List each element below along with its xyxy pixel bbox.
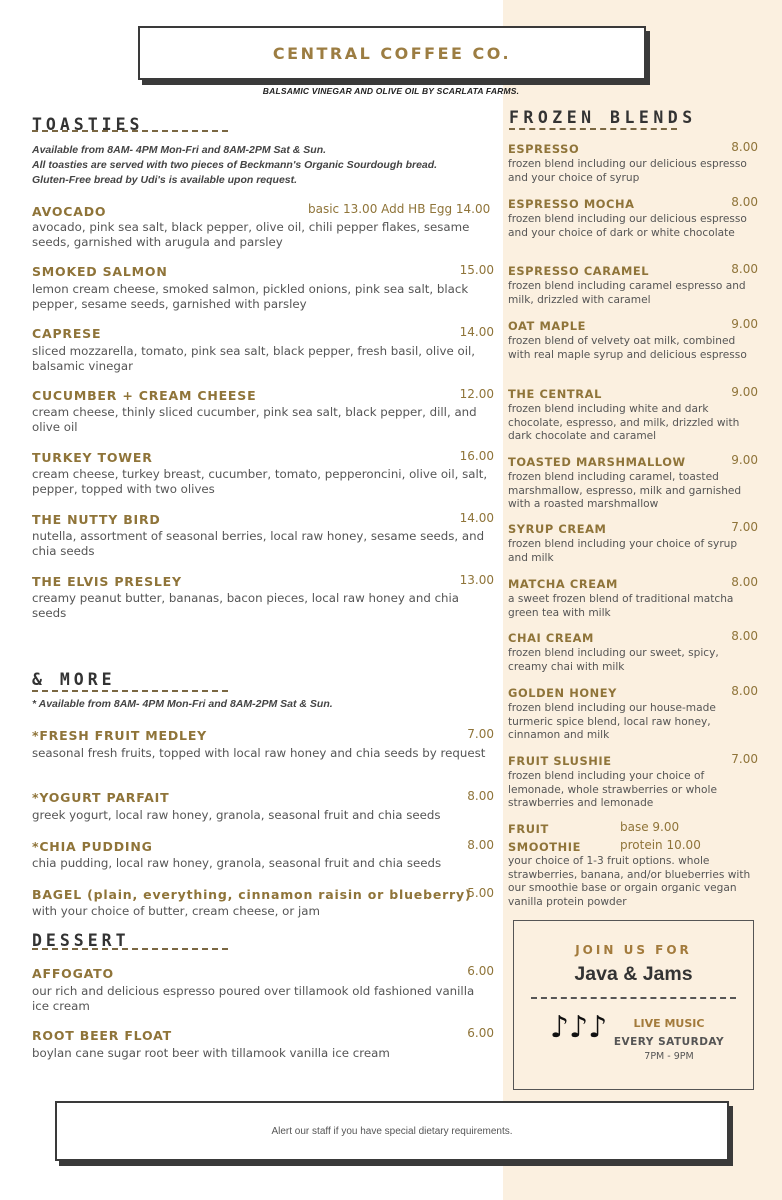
toasties-heading: TOASTIES [32, 115, 144, 134]
item-desc-yogurt-parfait: greek yogurt, local raw honey, granola, seasonal fruit and chia seeds [32, 808, 441, 822]
item-price-yogurt-parfait: 8.00 [467, 789, 494, 803]
toasties-note-3: Gluten-Free bread by Udi's is available upon request. [32, 174, 298, 186]
java-and-jams-promo [513, 920, 754, 1090]
item-desc-elvis-presley: creamy peanut butter, bananas, bacon pieces, local raw honey and chia seeds [32, 591, 460, 620]
item-desc-cucumber-cream-cheese: cream cheese, thinly sliced cucumber, pink sea salt, black pepper, dill, and olive oil [32, 405, 477, 434]
frozen-name-toasted-marshmallow: TOASTED MARSHMALLOW [508, 455, 686, 469]
tagline: BALSAMIC VINEGAR AND OLIVE OIL BY SCARLATA FARMS. [262, 86, 520, 96]
frozen-desc-chai-cream: frozen blend including our sweet, spicy, creamy chai with milk [508, 647, 719, 673]
frozen-desc-the-central: frozen blend including white and dark chocolate, espresso, and milk, drizzled with dark chocolate and caramel [508, 403, 740, 442]
frozen-price-oat-maple: 9.00 [731, 317, 758, 331]
item-desc-nutty-bird: nutella, assortment of seasonal berries, local raw honey, sesame seeds, and chia seeds [32, 529, 485, 558]
item-price-root-beer-float: 6.00 [467, 1026, 494, 1040]
item-price-cucumber-cream-cheese: 12.00 [459, 387, 494, 401]
frozen-price-espresso-caramel: 8.00 [731, 262, 758, 276]
promo-live-music: LIVE MUSIC [633, 1017, 705, 1030]
frozen-price-espresso-mocha: 8.00 [731, 195, 758, 209]
frozen-desc-espresso: frozen blend including our delicious espresso and your choice of syrup [508, 158, 747, 184]
frozen-desc-golden-honey: frozen blend including our house-made turmeric spice blend, local raw honey, cinnamon and milk [508, 702, 716, 741]
footer-dietary-note: Alert our staff if you have special dietary requirements. [271, 1125, 513, 1137]
item-name-yogurt-parfait: *YOGURT PARFAIT [32, 790, 170, 805]
frozen-desc-espresso-mocha: frozen blend including our delicious espresso and your choice of dark or white chocolate [508, 213, 747, 239]
frozen-desc-toasted-marshmallow: frozen blend including caramel, toasted marshmallow, espresso, milk and garnished with a roasted marshmallow [508, 471, 742, 510]
frozen-name-fruit-slushie: FRUIT SLUSHIE [508, 754, 612, 768]
item-name-affogato: AFFOGATO [32, 966, 114, 981]
footer-box [55, 1101, 729, 1161]
item-desc-fruit-medley: seasonal fresh fruits, topped with local raw honey and chia seeds by request [32, 746, 486, 760]
item-desc-bagel: with your choice of butter, cream cheese, or jam [32, 904, 320, 918]
frozen-desc-syrup-cream: frozen blend including your choice of syrup and milk [508, 538, 738, 564]
item-name-avocado: AVOCADO [32, 204, 107, 219]
frozen-name-espresso-mocha: ESPRESSO MOCHA [508, 197, 635, 211]
frozen-desc-matcha-cream: a sweet frozen blend of traditional matcha green tea with milk [508, 593, 734, 619]
item-desc-root-beer-float: boylan cane sugar root beer with tillamook vanilla ice cream [32, 1046, 390, 1060]
item-price-avocado: basic 13.00 Add HB Egg 14.00 [308, 202, 491, 216]
frozen-name-golden-honey: GOLDEN HONEY [508, 686, 618, 700]
frozen-price-chai-cream: 8.00 [731, 629, 758, 643]
frozen-price-smoothie-protein: protein 10.00 [620, 838, 701, 852]
item-name-elvis-presley: THE ELVIS PRESLEY [32, 574, 182, 589]
item-price-affogato: 6.00 [467, 964, 494, 978]
frozen-desc-oat-maple: frozen blend of velvety oat milk, combined with real maple syrup and delicious espresso [508, 335, 747, 361]
frozen-name-espresso-caramel: ESPRESSO CARAMEL [508, 264, 650, 278]
frozen-name-syrup-cream: SYRUP CREAM [508, 522, 607, 536]
item-name-caprese: CAPRESE [32, 326, 102, 341]
frozen-desc-fruit-slushie: frozen blend including your choice of lemonade, whole strawberries or whole strawberries and lemonade [508, 770, 717, 809]
frozen-name-fruit-smoothie-line2: SMOOTHIE [508, 840, 582, 854]
frozen-blends-heading: FROZEN BLENDS [509, 108, 697, 127]
header-box [138, 26, 646, 80]
item-desc-caprese: sliced mozzarella, tomato, pink sea salt, black pepper, fresh basil, olive oil, balsamic vinegar [32, 344, 475, 373]
item-name-root-beer-float: ROOT BEER FLOAT [32, 1028, 172, 1043]
dessert-heading: DESSERT [32, 931, 130, 950]
item-desc-chia-pudding: chia pudding, local raw honey, granola, seasonal fruit and chia seeds [32, 856, 442, 870]
frozen-price-matcha-cream: 8.00 [731, 575, 758, 589]
item-name-cucumber-cream-cheese: CUCUMBER + CREAM CHEESE [32, 388, 257, 403]
frozen-desc-fruit-smoothie: your choice of 1-3 fruit options. whole strawberries, banana, and/or blueberries with our smoothie base or orgain organic vegan vanilla protein powder [508, 855, 751, 908]
more-heading: & MORE [32, 670, 116, 689]
toasties-note-1: Available from 8AM- 4PM Mon-Fri and 8AM-2PM Sat & Sun. [32, 144, 327, 156]
frozen-name-espresso: ESPRESSO [508, 142, 580, 156]
frozen-price-fruit-slushie: 7.00 [731, 752, 758, 766]
frozen-blends-divider [509, 128, 677, 130]
item-desc-avocado: avocado, pink sea salt, black pepper, olive oil, chili pepper flakes, sesame seeds, garnished with arugula and parsley [32, 220, 470, 249]
frozen-price-the-central: 9.00 [731, 385, 758, 399]
dessert-divider [32, 948, 228, 950]
frozen-price-espresso: 8.00 [731, 140, 758, 154]
item-name-fruit-medley: *FRESH FRUIT MEDLEY [32, 728, 208, 743]
frozen-name-oat-maple: OAT MAPLE [508, 319, 586, 333]
frozen-name-the-central: THE CENTRAL [508, 387, 602, 401]
toasties-note-2: All toasties are served with two pieces of Beckmann's Organic Sourdough bread. [32, 159, 438, 171]
more-divider [32, 690, 228, 692]
item-desc-affogato: our rich and delicious espresso poured over tillamook old fashioned vanilla ice cream [32, 984, 475, 1013]
music-notes-icon: ♪♪♪ [550, 1010, 608, 1045]
restaurant-name: CENTRAL COFFEE CO. [272, 43, 512, 63]
item-desc-smoked-salmon: lemon cream cheese, smoked salmon, pickled onions, pink sea salt, black pepper, sesame seeds, garnished with parsley [32, 282, 469, 311]
frozen-price-smoothie-base: base 9.00 [620, 820, 680, 834]
item-price-turkey-tower: 16.00 [459, 449, 494, 463]
item-name-turkey-tower: TURKEY TOWER [32, 450, 153, 465]
item-price-bagel: 5.00 [467, 886, 494, 900]
more-note: * Available from 8AM- 4PM Mon-Fri and 8AM-2PM Sat & Sun. [32, 698, 333, 710]
promo-day: EVERY SATURDAY [613, 1036, 725, 1048]
promo-divider [531, 997, 736, 999]
frozen-price-toasted-marshmallow: 9.00 [731, 453, 758, 467]
frozen-price-syrup-cream: 7.00 [731, 520, 758, 534]
promo-title: Java & Jams [574, 963, 693, 985]
item-price-fruit-medley: 7.00 [467, 727, 494, 741]
frozen-name-chai-cream: CHAI CREAM [508, 631, 594, 645]
frozen-name-fruit-smoothie-line1: FRUIT [508, 822, 549, 836]
promo-time: 7PM - 9PM [644, 1051, 694, 1062]
frozen-name-matcha-cream: MATCHA CREAM [508, 577, 618, 591]
toasties-divider [32, 130, 228, 132]
item-name-smoked-salmon: SMOKED SALMON [32, 264, 168, 279]
promo-join-label: JOIN US FOR [575, 943, 692, 957]
item-desc-turkey-tower: cream cheese, turkey breast, cucumber, tomato, pepperoncini, olive oil, salt, pepper, topped with two olives [32, 467, 488, 496]
item-name-bagel: BAGEL (plain, everything, cinnamon raisin or blueberry) [32, 887, 472, 902]
item-name-nutty-bird: THE NUTTY BIRD [32, 512, 161, 527]
frozen-price-golden-honey: 8.00 [731, 684, 758, 698]
item-price-caprese: 14.00 [459, 325, 494, 339]
item-price-smoked-salmon: 15.00 [459, 263, 494, 277]
item-price-elvis-presley: 13.00 [459, 573, 494, 587]
frozen-desc-espresso-caramel: frozen blend including caramel espresso and milk, drizzled with caramel [508, 280, 746, 306]
item-price-nutty-bird: 14.00 [459, 511, 494, 525]
item-price-chia-pudding: 8.00 [467, 838, 494, 852]
item-name-chia-pudding: *CHIA PUDDING [32, 839, 153, 854]
